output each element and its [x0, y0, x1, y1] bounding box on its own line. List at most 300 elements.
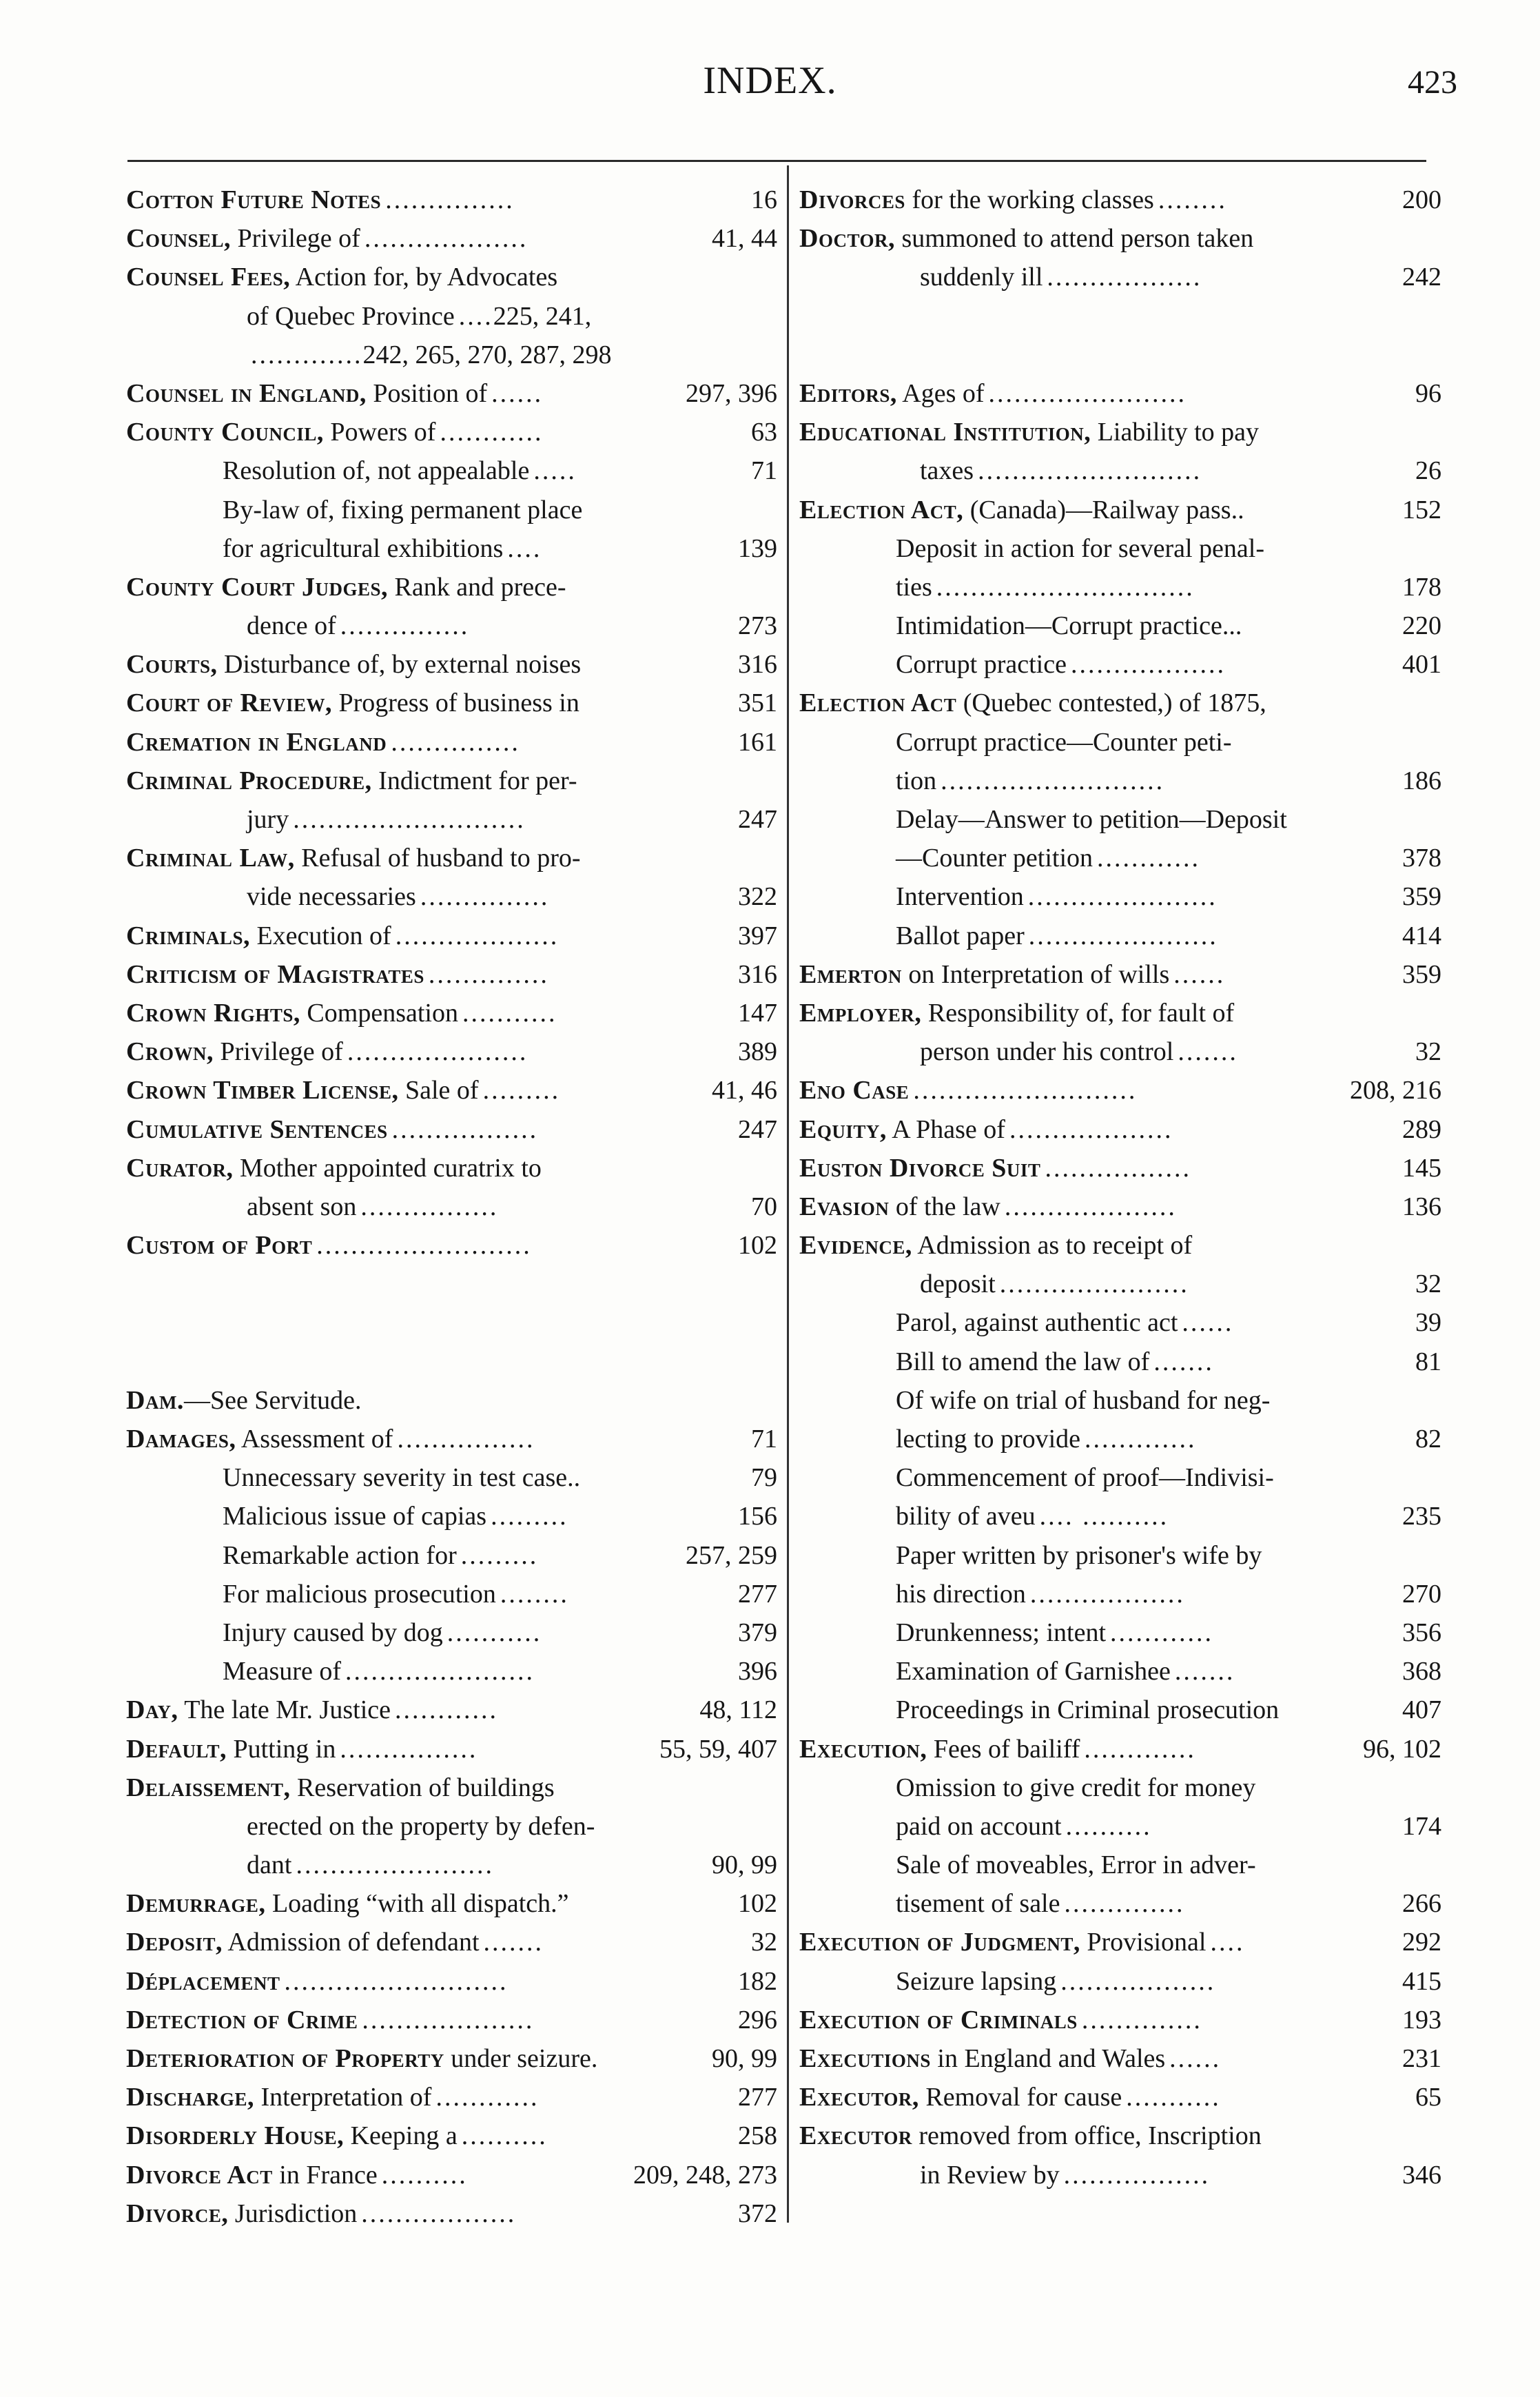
- entry-text: Admission of defendant: [222, 1928, 480, 1957]
- leader-dots: ...........................: [293, 805, 526, 834]
- page-reference: 209, 248, 273: [633, 2160, 777, 2190]
- entry-text: deposit: [920, 1269, 996, 1299]
- entry-heading: Criminal Procedure,: [126, 766, 372, 795]
- entry-heading: County Court Judges,: [126, 572, 388, 602]
- entry-text: Deposit in action for several penal-: [896, 533, 1264, 563]
- entry-text: paid on account: [896, 1811, 1062, 1841]
- page-reference: 225, 241,: [493, 301, 592, 331]
- entry-heading: Counsel,: [126, 224, 231, 254]
- leader-dots: ..........................: [913, 1076, 1138, 1105]
- index-entry: [126, 917, 777, 955]
- page-reference: 266: [1402, 1889, 1441, 1919]
- leader-dots: .......: [1174, 1657, 1235, 1686]
- page-reference: 147: [738, 998, 777, 1028]
- entry-text: Remarkable action for: [223, 1540, 457, 1570]
- page-reference: 41, 46: [712, 1076, 777, 1105]
- index-entry: [799, 491, 1441, 529]
- index-entry: [799, 258, 1441, 296]
- entry-heading: Election Act,: [799, 495, 964, 524]
- index-entry: [799, 839, 1441, 877]
- leader-dots: ....: [507, 533, 542, 563]
- page-reference: 182: [738, 1966, 777, 1996]
- page-reference: 32: [1415, 1037, 1441, 1067]
- page-reference: 82: [1415, 1425, 1441, 1454]
- blank-line: [126, 1303, 777, 1342]
- leader-dots: ....................: [362, 2005, 535, 2034]
- page-reference: 322: [738, 882, 777, 912]
- index-entry: [799, 1730, 1441, 1768]
- entry-heading: Deterioration of Property: [126, 2044, 444, 2073]
- entry-text: Measure of: [223, 1657, 341, 1686]
- page-reference: 235: [1402, 1502, 1441, 1531]
- blank-line: [126, 1343, 777, 1381]
- index-entry: [799, 994, 1441, 1032]
- page-reference: 90, 99: [712, 2044, 777, 2073]
- entry-heading: Eno Case: [799, 1076, 910, 1105]
- leader-dots: .... ..........: [1039, 1502, 1169, 1531]
- entry-text: tisement of sale: [896, 1889, 1060, 1919]
- entry-heading: County Council,: [126, 418, 324, 447]
- index-entry: [126, 684, 777, 722]
- entry-heading: Criticism of Magistrates: [126, 959, 424, 989]
- entry-text: in France: [272, 2160, 378, 2190]
- entry-heading: Delaissement,: [126, 1773, 291, 1802]
- leader-dots: ............: [1110, 1618, 1214, 1647]
- index-entry: [799, 645, 1441, 684]
- entry-text: Commencement of proof—Indivisi-: [896, 1463, 1274, 1493]
- entry-heading: Educational Institution,: [799, 418, 1091, 447]
- entry-text: of the law: [889, 1192, 1000, 1221]
- index-entry: [799, 413, 1441, 451]
- page-reference: 16: [751, 185, 777, 214]
- page-reference: 178: [1402, 572, 1441, 602]
- index-entry: [126, 1071, 777, 1110]
- page-title: INDEX.: [703, 59, 837, 102]
- leader-dots: ...............: [385, 185, 515, 214]
- entry-text: Bill to amend the law of: [896, 1347, 1150, 1376]
- index-entry: [126, 645, 777, 684]
- page-reference: 289: [1402, 1114, 1441, 1144]
- index-entry: [126, 258, 777, 296]
- index-entry: [799, 1536, 1441, 1575]
- page-reference: 415: [1402, 1966, 1441, 1996]
- page-reference: 90, 99: [712, 1850, 777, 1880]
- entry-text: Removal for cause: [918, 2083, 1122, 2112]
- index-entry: [799, 181, 1441, 219]
- leader-dots: ......: [491, 378, 544, 408]
- page-reference: 70: [751, 1192, 777, 1221]
- leader-dots: ..................: [1029, 1579, 1185, 1609]
- index-entry: [126, 219, 777, 258]
- leader-dots: ......: [1182, 1308, 1234, 1338]
- entry-text: jury: [247, 805, 289, 834]
- index-entry: [799, 2039, 1441, 2078]
- leader-dots: ..................: [1047, 263, 1202, 292]
- leader-dots: .................: [391, 1114, 539, 1144]
- entry-heading: Execution of Judgment,: [799, 1928, 1080, 1957]
- leader-dots: .........: [460, 1540, 539, 1570]
- leader-dots: ....: [458, 301, 493, 331]
- entry-text: summoned to attend person taken: [894, 224, 1254, 254]
- index-entry: [799, 1458, 1441, 1497]
- page-reference: 193: [1402, 2005, 1441, 2034]
- index-entry: [799, 1846, 1441, 1884]
- page-reference: 96: [1415, 378, 1441, 408]
- index-entry: [799, 917, 1441, 955]
- index-entry: [126, 1187, 777, 1226]
- entry-heading: Election Act: [799, 688, 957, 718]
- entry-text: Privilege of: [213, 1037, 343, 1067]
- page-reference: 277: [738, 2083, 777, 2112]
- leader-dots: ................: [360, 1192, 499, 1221]
- entry-heading: Deposit,: [126, 1928, 223, 1957]
- entry-text: Ages of: [896, 378, 985, 408]
- entry-text: Reservation of buildings: [290, 1773, 555, 1802]
- index-entry: [799, 877, 1441, 916]
- page-reference: 296: [738, 2005, 777, 2034]
- page-reference: 397: [738, 921, 777, 950]
- entry-heading: Counsel Fees,: [126, 263, 291, 292]
- page-reference: 316: [738, 650, 777, 680]
- leader-dots: ..............: [1064, 1889, 1185, 1919]
- page-reference: 96, 102: [1363, 1734, 1441, 1764]
- leader-dots: ..........................: [941, 766, 1165, 795]
- header-rule: [127, 160, 1426, 162]
- leader-dots: ............: [440, 418, 544, 447]
- entry-text: Malicious issue of capias: [223, 1502, 487, 1531]
- entry-heading: Cremation in England: [126, 727, 387, 757]
- entry-text: vide necessaries: [247, 882, 416, 912]
- index-entry: [799, 2156, 1441, 2194]
- page-header: [0, 0, 1540, 138]
- leader-dots: .........................: [316, 1231, 532, 1261]
- entry-text: person under his control: [920, 1037, 1174, 1067]
- entry-text: Ballot paper: [896, 921, 1025, 950]
- entry-text: bility of aveu: [896, 1502, 1036, 1531]
- leader-dots: ............: [1097, 844, 1201, 873]
- index-entry: [126, 1149, 777, 1187]
- entry-heading: Executor: [799, 2121, 912, 2151]
- page-reference: 389: [738, 1037, 777, 1067]
- entry-text: Jurisdiction: [228, 2199, 358, 2228]
- page-reference: 257, 259: [686, 1540, 777, 1570]
- index-entry: [799, 1187, 1441, 1226]
- page-reference: 407: [1402, 1695, 1441, 1725]
- leader-dots: .................: [1045, 1153, 1191, 1183]
- entry-text: Interpretation of: [254, 2083, 432, 2112]
- page-reference: 270: [1402, 1579, 1441, 1609]
- index-entry: [799, 451, 1441, 490]
- entry-text: Indictment for per-: [371, 766, 577, 795]
- leader-dots: .......: [1178, 1037, 1238, 1067]
- entry-text: Privilege of: [230, 224, 360, 254]
- index-entry: [126, 1768, 777, 1807]
- index-entry: [126, 413, 777, 451]
- leader-dots: ......: [1169, 2044, 1222, 2073]
- entry-text: taxes: [920, 456, 974, 486]
- entry-text: lecting to provide: [896, 1425, 1081, 1454]
- leader-dots: ..........................: [978, 456, 1202, 486]
- entry-text: (Canada)—Railway pass..: [963, 495, 1244, 524]
- entry-heading: Detection of Crime: [126, 2005, 358, 2034]
- index-entry: [126, 762, 777, 800]
- entry-heading: Divorce,: [126, 2199, 229, 2228]
- entry-text: Parol, against authentic act: [896, 1308, 1178, 1338]
- leader-dots: ...................: [395, 921, 559, 950]
- page-reference: 247: [738, 805, 777, 834]
- index-entry: [799, 2078, 1441, 2116]
- index-entry: [799, 800, 1441, 839]
- entry-text: removed from office, Inscription: [912, 2121, 1262, 2151]
- index-entry: [126, 2194, 777, 2233]
- leader-dots: .....: [533, 456, 577, 486]
- page-reference: 55, 59, 407: [659, 1734, 777, 1764]
- index-entry: [126, 1807, 777, 1846]
- page-reference: 174: [1402, 1811, 1441, 1841]
- page-reference: 63: [751, 418, 777, 447]
- leader-dots: ........: [1158, 185, 1227, 214]
- entry-text: For malicious prosecution: [223, 1579, 496, 1609]
- index-entry: [799, 1110, 1441, 1149]
- page-reference: 81: [1415, 1347, 1441, 1376]
- index-entry: [126, 1884, 777, 1923]
- index-entry: [799, 529, 1441, 568]
- leader-dots: ...............: [391, 727, 520, 757]
- index-entry: [126, 1032, 777, 1071]
- page-reference: 41, 44: [712, 224, 777, 254]
- index-entry: [126, 1962, 777, 2001]
- entry-heading: Curator,: [126, 1153, 234, 1183]
- page-reference: 396: [738, 1657, 777, 1686]
- page-reference: 258: [738, 2121, 777, 2151]
- entry-heading: Damages,: [126, 1425, 236, 1454]
- index-entry: [799, 1807, 1441, 1846]
- leader-dots: ....: [1210, 1928, 1245, 1957]
- page-reference: 356: [1402, 1618, 1441, 1647]
- entry-text: Refusal of husband to pro-: [294, 844, 581, 873]
- leader-dots: .........: [491, 1502, 568, 1531]
- entry-text: in England and Wales: [930, 2044, 1166, 2073]
- entry-text: —See Servitude.: [183, 1385, 362, 1415]
- page-reference: 351: [738, 688, 777, 718]
- index-entry: [126, 297, 777, 336]
- index-entry: [126, 1381, 777, 1420]
- index-entry: [799, 684, 1441, 722]
- index-entry: [799, 723, 1441, 762]
- index-entry: [799, 1149, 1441, 1187]
- page-reference: 346: [1402, 2160, 1441, 2190]
- entry-text: for the working classes: [905, 185, 1154, 214]
- page-reference: 368: [1402, 1657, 1441, 1686]
- entry-text: The late Mr. Justice: [178, 1695, 391, 1725]
- entry-text: Injury caused by dog: [223, 1618, 443, 1647]
- entry-text: Compensation: [300, 998, 458, 1028]
- entry-heading: Equity,: [799, 1114, 887, 1144]
- leader-dots: .............: [1085, 1425, 1197, 1454]
- index-entry: [799, 1343, 1441, 1381]
- entry-text: Responsibility of, for fault of: [921, 998, 1235, 1028]
- index-entry: [799, 1613, 1441, 1652]
- index-entry: [799, 1071, 1441, 1110]
- blank-line: [126, 1265, 777, 1303]
- entry-heading: Discharge,: [126, 2083, 254, 2112]
- leader-dots: ..................: [1070, 650, 1226, 680]
- leader-dots: .....................: [347, 1037, 528, 1067]
- entry-heading: Day,: [126, 1695, 178, 1725]
- entry-heading: Executions: [799, 2044, 931, 2073]
- index-entry: [799, 1303, 1441, 1342]
- entry-text: his direction: [896, 1579, 1026, 1609]
- index-entry: [126, 1458, 777, 1497]
- index-entry: [799, 1575, 1441, 1613]
- index-entry: [126, 723, 777, 762]
- page-reference: 401: [1402, 650, 1441, 680]
- page-reference: 316: [738, 959, 777, 989]
- entry-text: (Quebec contested,) of 1875,: [956, 688, 1266, 718]
- entry-text: Corrupt practice—Counter peti-: [896, 727, 1232, 757]
- leader-dots: ......................: [1027, 882, 1218, 912]
- index-entry: [126, 451, 777, 490]
- page-reference: 26: [1415, 456, 1441, 486]
- page-reference: 242, 265, 270, 287, 298: [362, 340, 612, 369]
- index-entry: [799, 1691, 1441, 1729]
- entry-heading: Custom of Port: [126, 1231, 313, 1261]
- leader-dots: ..............: [428, 959, 549, 989]
- index-entry: [799, 955, 1441, 994]
- entry-text: dant: [247, 1850, 292, 1880]
- index-entry: [126, 1420, 777, 1458]
- entry-text: Position of: [366, 378, 488, 408]
- leader-dots: ....................: [1004, 1192, 1177, 1221]
- leader-dots: ..........: [1065, 1811, 1152, 1841]
- index-entry: [799, 219, 1441, 258]
- entry-heading: Courts,: [126, 650, 218, 680]
- entry-text: Admission as to receipt of: [912, 1231, 1193, 1261]
- leader-dots: ......: [1173, 959, 1226, 989]
- page-reference: 136: [1402, 1192, 1441, 1221]
- page-reference: 414: [1402, 921, 1441, 950]
- leader-dots: ...........: [446, 1618, 542, 1647]
- leader-dots: ..................: [361, 2199, 517, 2228]
- leader-dots: .........: [482, 1076, 561, 1105]
- index-entry: [126, 1497, 777, 1536]
- index-entry: [126, 1846, 777, 1884]
- index-entry: [799, 1652, 1441, 1691]
- page-reference: 220: [1402, 611, 1441, 641]
- entry-text: Execution of: [249, 921, 391, 950]
- index-entry: [126, 2039, 777, 2078]
- entry-text: of Quebec Province: [247, 301, 455, 331]
- index-entry: [799, 1768, 1441, 1807]
- leader-dots: .............: [1084, 1734, 1196, 1764]
- entry-text: Loading “with all dispatch.”: [265, 1889, 569, 1919]
- entry-text: Proceedings in Criminal prosecution: [896, 1695, 1280, 1725]
- entry-text: Paper written by prisoner's wife by: [896, 1540, 1262, 1570]
- leader-dots: ......................: [1028, 921, 1218, 950]
- index-entry: [126, 529, 777, 568]
- leader-dots: ..........: [461, 2121, 548, 2151]
- entry-text: Disturbance of, by external noises: [217, 650, 582, 680]
- page-reference: 186: [1402, 766, 1441, 795]
- entry-text: Rank and prece-: [387, 572, 566, 602]
- leader-dots: ............: [435, 2083, 540, 2112]
- entry-text: Action for, by Advocates: [290, 263, 558, 292]
- leader-dots: ............: [394, 1695, 498, 1725]
- entry-heading: Divorces: [799, 185, 905, 214]
- leader-dots: ........: [500, 1579, 569, 1609]
- index-entry: [126, 1226, 777, 1265]
- index-entry: [126, 2001, 777, 2039]
- index-entry: [126, 2078, 777, 2116]
- index-entry: [126, 1110, 777, 1149]
- page-reference: 378: [1402, 844, 1441, 873]
- leader-dots: .......................: [296, 1850, 494, 1880]
- entry-text: By-law of, fixing permanent place: [223, 495, 583, 524]
- index-entry: [799, 1497, 1441, 1536]
- page-number: 423: [1408, 64, 1457, 101]
- page-reference: 79: [751, 1463, 777, 1493]
- index-entry: [799, 1923, 1441, 1961]
- entry-text: Unnecessary severity in test case..: [223, 1463, 581, 1493]
- leader-dots: ...............: [420, 882, 550, 912]
- entry-heading: Doctor,: [799, 224, 895, 254]
- index-entry: [126, 1652, 777, 1691]
- page-reference: 359: [1402, 959, 1441, 989]
- entry-text: Assessment of: [236, 1425, 393, 1454]
- entry-heading: Counsel in England,: [126, 378, 367, 408]
- entry-heading: Cumulative Sentences: [126, 1114, 388, 1144]
- leader-dots: ...........: [462, 998, 557, 1028]
- entry-heading: Executor,: [799, 2083, 919, 2112]
- entry-text: Fees of bailiff: [927, 1734, 1080, 1764]
- entry-text: tion: [896, 766, 937, 795]
- entry-heading: Execution of Criminals: [799, 2005, 1078, 2034]
- leader-dots: .............: [251, 340, 363, 369]
- entry-heading: Cotton Future Notes: [126, 185, 382, 214]
- page-reference: 273: [738, 611, 777, 641]
- index-entry: [126, 1536, 777, 1575]
- entry-text: Of wife on trial of husband for neg-: [896, 1385, 1271, 1415]
- entry-text: Putting in: [226, 1734, 336, 1764]
- page-reference: 297, 396: [686, 378, 777, 408]
- page-reference: 277: [738, 1579, 777, 1609]
- index-entry: [126, 491, 777, 529]
- index-entry: [799, 1226, 1441, 1265]
- index-entry: [126, 839, 777, 877]
- entry-heading: Crown Timber License,: [126, 1076, 399, 1105]
- entry-heading: Euston Divorce Suit: [799, 1153, 1041, 1183]
- index-entry: [799, 1381, 1441, 1420]
- page-reference: 231: [1402, 2044, 1441, 2073]
- index-entry: [126, 955, 777, 994]
- leader-dots: .......: [483, 1928, 544, 1957]
- entry-text: Sale of moveables, Error in adver-: [896, 1850, 1256, 1880]
- index-entry: [126, 1575, 777, 1613]
- entry-heading: Disorderly House,: [126, 2121, 345, 2151]
- entry-heading: Employer,: [799, 998, 922, 1028]
- entry-text: Powers of: [323, 418, 436, 447]
- leader-dots: .......................: [988, 378, 1187, 408]
- entry-text: Intervention: [896, 882, 1024, 912]
- index-entry: [126, 800, 777, 839]
- leader-dots: ...........: [1126, 2083, 1221, 2112]
- page-reference: 161: [738, 727, 777, 757]
- leader-dots: ..........: [381, 2160, 468, 2190]
- page-reference: 372: [738, 2199, 777, 2228]
- index-entry: [799, 1420, 1441, 1458]
- index-column-right: [799, 181, 1441, 2194]
- index-entry: [126, 877, 777, 916]
